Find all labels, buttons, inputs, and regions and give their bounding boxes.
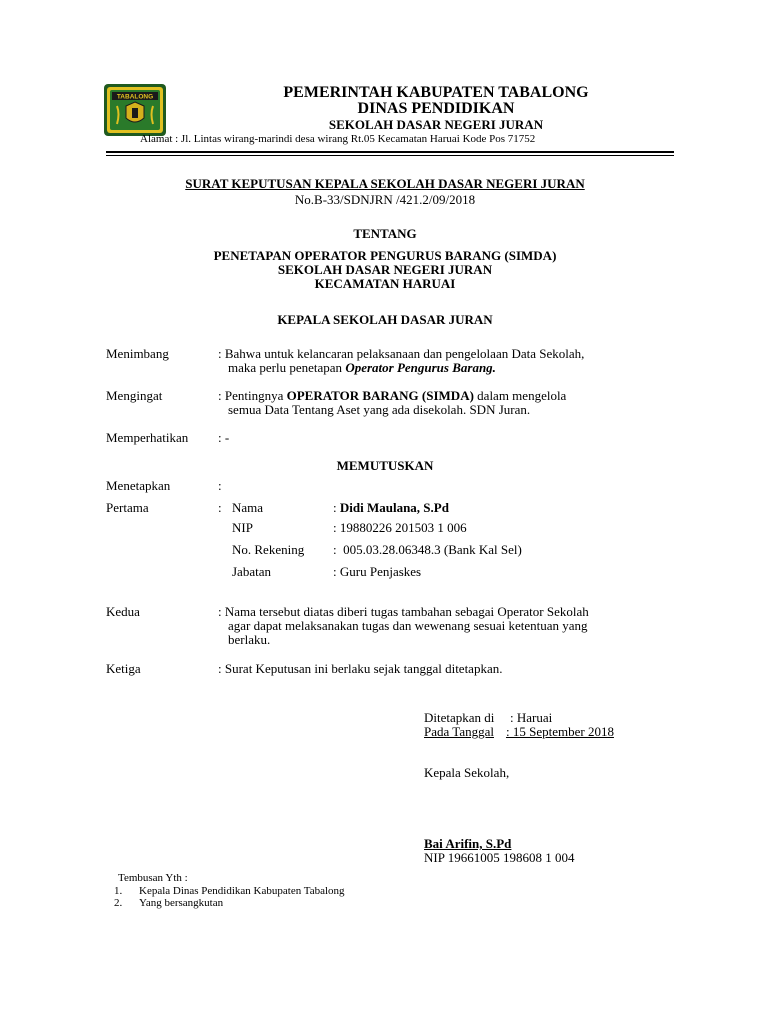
place-label: Ditetapkan di [424,710,495,725]
cc-item-2-num: 2. [114,897,123,909]
pertama-colon: : [218,500,222,515]
mengingat-line-2: semua Data Tentang Aset yang ada disekolah. SDN Juran. [228,402,531,417]
field-name-colon: : [333,500,337,515]
about-line-2: SEKOLAH DASAR NEGERI JURAN [277,262,493,277]
kedua-line-3: berlaku. [228,632,271,647]
menimbang-emphasis: Operator Pengurus Barang. [345,360,496,375]
cc-item-2-text: Yang bersangkutan [139,897,224,909]
mengingat-suffix: dalam mengelola [473,388,567,403]
letterhead-rule-thin [106,155,674,156]
appointee-name: Didi Maulana, S.Pd [339,500,449,515]
signatory-name: Bai Arifin, S.Pd [424,836,512,851]
field-nip-value [333,520,467,536]
memperhatikan-label: Memperhatikan [106,430,189,445]
regency-emblem [104,84,166,136]
field-nip-colon: : [333,520,337,535]
emblem-text: TABALONG [116,93,154,101]
issuer-heading: KEPALA SEKOLAH DASAR JURAN [277,312,493,327]
cc-heading: Tembusan Yth : [118,872,188,884]
decree-title: SURAT KEPUTUSAN KEPALA SEKOLAH DASAR NEGERI JURAN [185,176,585,191]
appointee-nip: 19880226 201503 1 006 [339,520,467,535]
field-name-value [333,500,449,516]
mengingat-prefix: : Pentingnya [218,388,287,403]
about-line-1: PENETAPAN OPERATOR PENGURUS BARANG (SIMDA) [213,248,557,263]
menimbang-line-2-text: maka perlu penetapan [228,360,346,375]
kedua-label: Kedua [106,604,140,619]
department-name: DINAS PENDIDIKAN [357,100,515,117]
memperhatikan-value: : - [218,430,230,445]
field-account-value [333,542,522,558]
school-name: SEKOLAH DASAR NEGERI JURAN [328,117,544,132]
menetapkan-label: Menetapkan [106,478,171,493]
field-account-label: No. Rekening [232,542,305,557]
menimbang-label: Menimbang [106,346,169,361]
menetapkan-value: : [218,478,222,493]
menimbang-line-2 [218,360,496,376]
appointee-position: Guru Penjaskes [339,564,422,579]
mengingat-label: Mengingat [106,388,163,403]
field-account-colon: : [333,542,337,557]
cc-item-1-text: Kepala Dinas Pendidikan Kabupaten Tabalong [139,885,345,897]
signatory-nip: NIP 19661005 198608 1 004 [424,850,575,865]
ketiga-label: Ketiga [106,661,141,676]
school-address: Alamat : Jl. Lintas wirang-marindi desa wirang Rt.05 Kecamatan Haruai Kode Pos 71752 [140,133,536,145]
government-name: PEMERINTAH KABUPATEN TABALONG [283,84,589,101]
mengingat-emphasis: OPERATOR BARANG (SIMDA) [286,388,474,403]
pertama-label: Pertama [106,500,149,515]
about-label: TENTANG [353,226,417,241]
decision-heading: MEMUTUSKAN [336,458,434,473]
place-value: : Haruai [510,710,553,725]
signatory-role: Kepala Sekolah, [424,765,510,780]
about-line-3: KECAMATAN HARUAI [314,276,456,291]
field-nip-label: NIP [232,520,253,535]
date-value: : 15 September 2018 [505,724,614,739]
field-position-value [333,564,421,580]
menimbang-line-1: : Bahwa untuk kelancaran pelaksanaan dan pengelolaan Data Sekolah, [218,346,585,361]
kedua-line-2: agar dapat melaksanakan tugas dan wewenang sesuai ketentuan yang [228,618,588,633]
field-position-colon: : [333,564,337,579]
emblem-icon [104,84,166,136]
field-name-label: Nama [232,500,264,515]
decree-number: No.B-33/SDNJRN /421.2/09/2018 [294,192,476,207]
appointee-account: 005.03.28.06348.3 (Bank Kal Sel) [339,542,522,557]
ketiga-value: : Surat Keputusan ini berlaku sejak tanggal ditetapkan. [218,661,503,676]
cc-item-1-num: 1. [114,885,123,897]
field-position-label: Jabatan [232,564,271,579]
letterhead-rule-thick [106,151,674,153]
date-label: Pada Tanggal [424,724,494,739]
date-line [424,724,642,740]
kedua-line-1: : Nama tersebut diatas diberi tugas tambahan sebagai Operator Sekolah [218,604,589,619]
